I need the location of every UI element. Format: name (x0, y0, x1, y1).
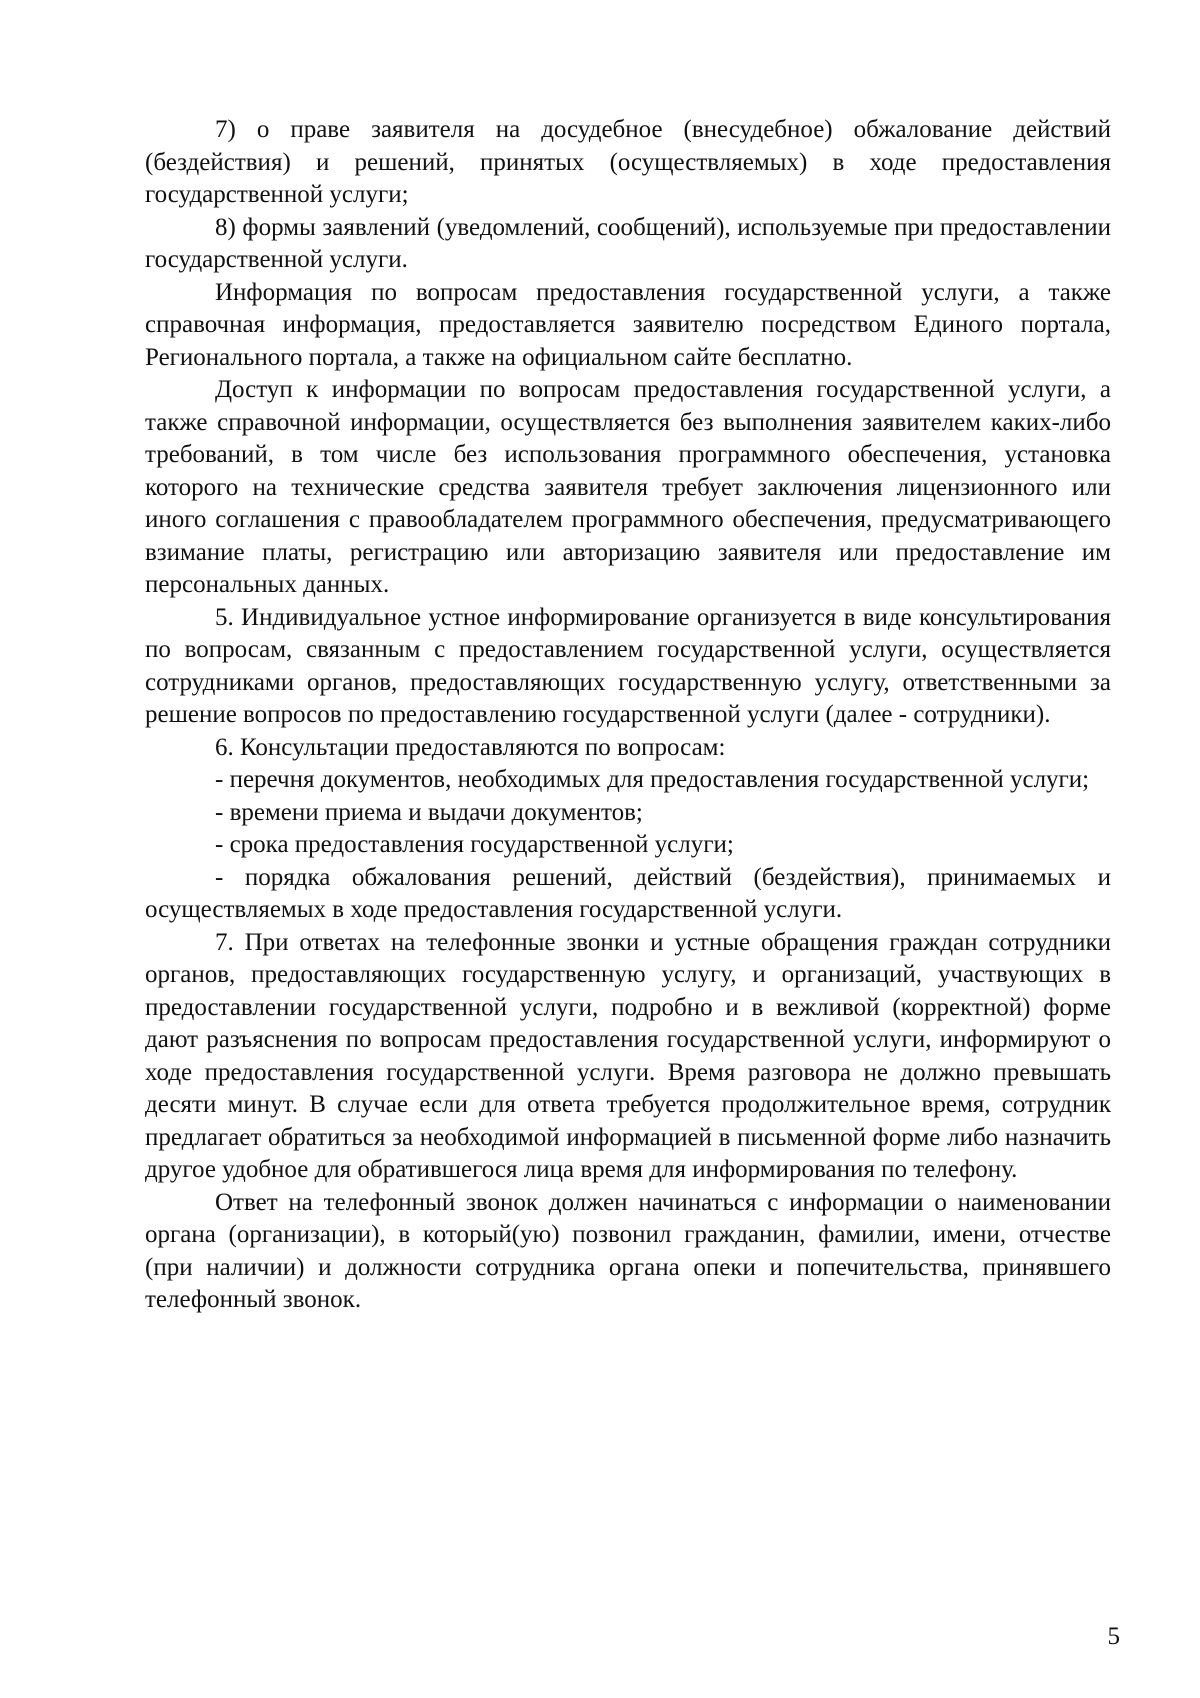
paragraph-access-info: Доступ к информации по вопросам предоставления государственной услуги, а также справочной информации, осуществляется без выполнения заявителем каких-либо требований, в том числе без использования программного обеспечения, установка которого на технические средства заявителя требует заключения лицензионного или иного соглашения с правообладателем программного обеспечения, предусматривающего взимание платы, регистрацию или авторизацию заявителя или предоставление им персональных данных. (145, 376, 1111, 598)
list-item-reception-time: - времени приема и выдачи документов; (215, 798, 643, 826)
paragraph-item-7: 7) о праве заявителя на досудебное (внесудебное) обжалование действий (бездействия) и решений, принятых (осуществляемых) в ходе предоставления государственной услуги; (145, 116, 1111, 208)
paragraph-item-8: 8) формы заявлений (уведомлений, сообщений), используемые при предоставлении государственной услуги. (145, 213, 1111, 273)
paragraph-phone-answer: Ответ на телефонный звонок должен начинаться с информации о наименовании органа (организации), в который(ую) позвонил гражданин, фамилии, имени, отчестве (при наличии) и должности сотрудника органа опеки и попечительства, принявшего телефонный звонок. (145, 1188, 1111, 1313)
paragraph-section-5: 5. Индивидуальное устное информирование организуется в виде консультирования по вопросам, связанным с предоставлением государственной услуги, осуществляется сотрудниками органов, предоставляющих государственную услугу, ответственными за решение вопросов по предоставлению государственной услуги (далее - сотрудники). (145, 603, 1111, 728)
page-number: 5 (1107, 1623, 1120, 1650)
list-item-service-term: - срока предоставления государственной услуги; (215, 831, 734, 858)
paragraph-section-6: 6. Консультации предоставляются по вопросам: (215, 733, 726, 761)
list-item-appeal-procedure: - порядка обжалования решений, действий (бездействия), принимаемых и осуществляемых в ходе предоставления государственной услуги. (145, 863, 1111, 923)
list-item-documents: - перечня документов, необходимых для предоставления государственной услуги; (215, 766, 1090, 793)
paragraph-section-7: 7. При ответах на телефонные звонки и устные обращения граждан сотрудники органов, предоставляющих государственную услугу, и организаций, участвующих в предоставлении государственной услуги, подробно и в вежливой (корректной) форме дают разъяснения по вопросам предоставления государственной услуги, информируют о ходе предоставления государственной услуги. Время разговора не должно превышать десяти минут. В случае если для ответа требуется продолжительное время, сотрудник предлагает обратиться за необходимой информацией в письменной форме либо назначить другое удобное для обратившегося лица время для информирования по телефону. (145, 928, 1111, 1183)
document-body (145, 114, 1111, 1317)
paragraph-info-portals: Информация по вопросам предоставления государственной услуги, а также справочная информация, предоставляется заявителю посредством Единого портала, Регионального портала, а также на официальном сайте бесплатно. (145, 278, 1111, 371)
